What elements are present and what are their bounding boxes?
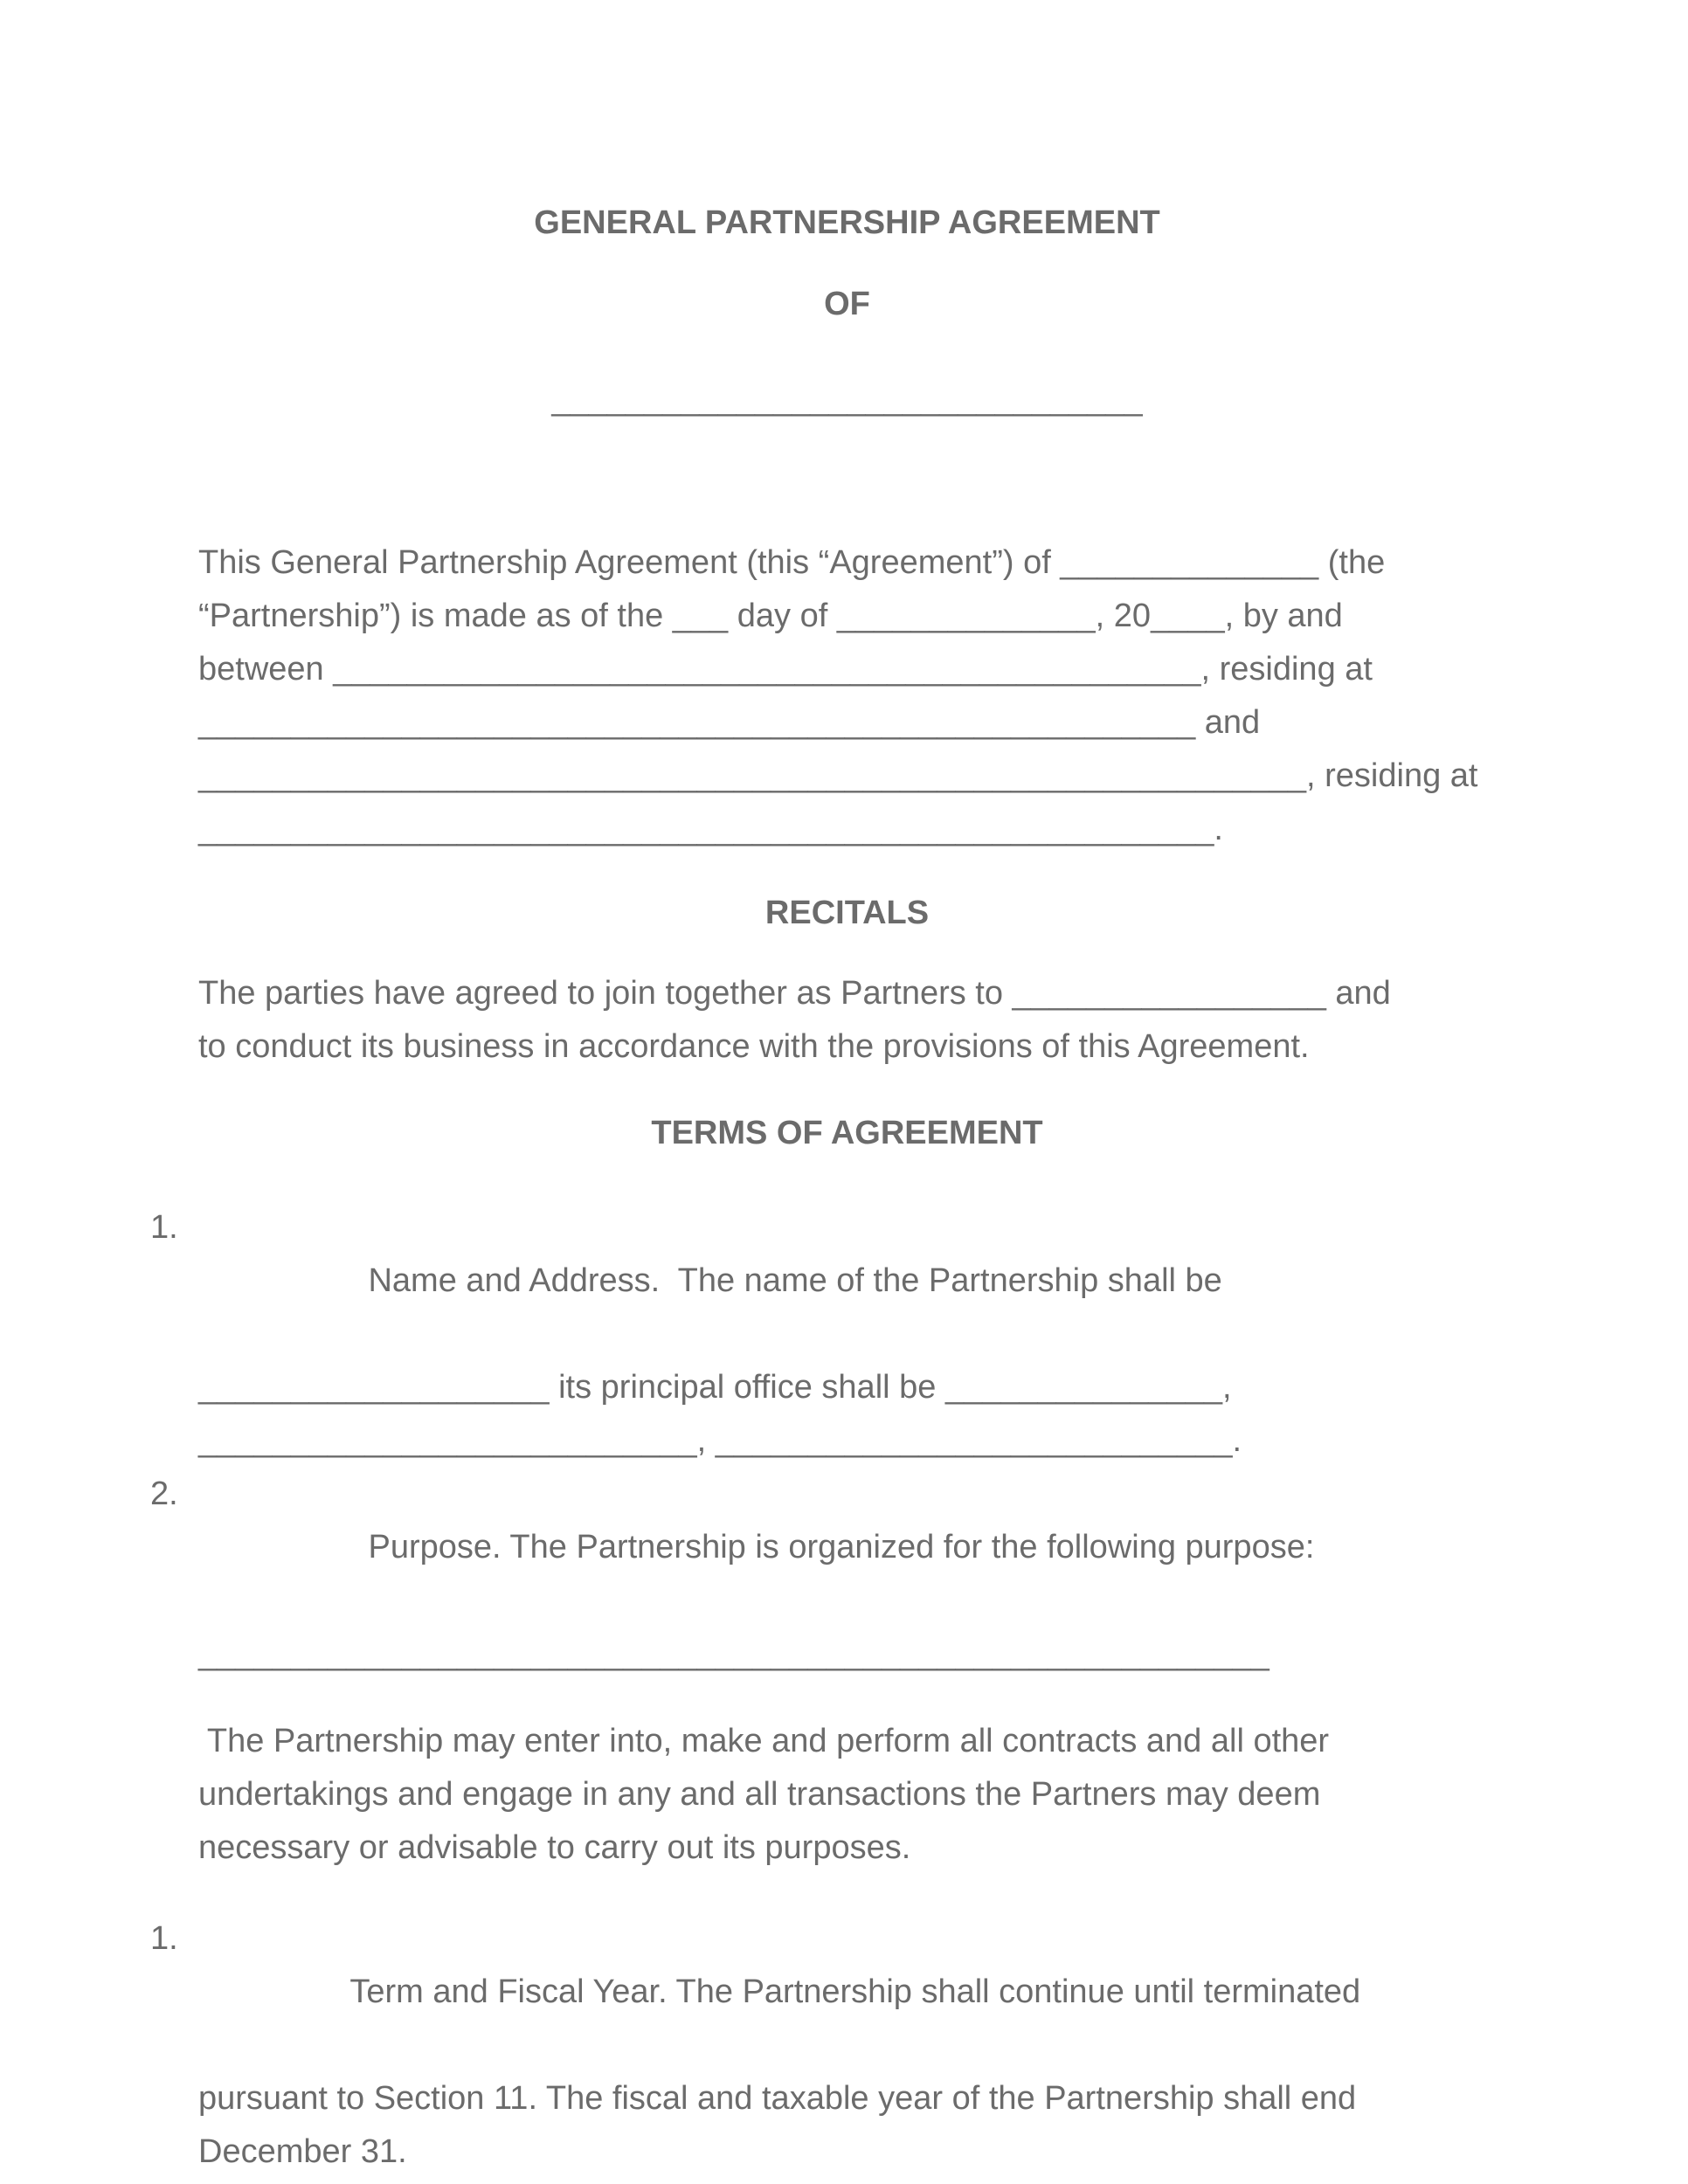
document-title: GENERAL PARTNERSHIP AGREEMENT	[534, 204, 1160, 241]
terms-list	[150, 1201, 1496, 1681]
item-continuation	[198, 2072, 1496, 2179]
list-item-purpose	[150, 1468, 1496, 1681]
list-item-first-line	[150, 1201, 1496, 1361]
intro-paragraph	[198, 536, 1496, 856]
text-line: pursuant to Section 11. The fiscal and taxable year of the Partnership shall end	[198, 2080, 1357, 2117]
item-continuation	[198, 1361, 1496, 1468]
text-line: The Partnership may enter into, make and perform all contracts and all other	[198, 1723, 1330, 1759]
text-line: December 31.	[198, 2133, 407, 2170]
text-line: The parties have agreed to join together as Partners to _________________ and	[198, 975, 1391, 1012]
list-item-first-line	[150, 1912, 1496, 2072]
text-line: This General Partnership Agreement (this “Agreement”) of ______________ (the	[198, 544, 1386, 581]
item-text: Name and Address. The name of the Partnership shall be	[368, 1262, 1222, 1299]
text-line: between _______________________________________________, residing at	[198, 651, 1373, 688]
purpose-description-paragraph	[198, 1715, 1496, 1875]
text-line: ______________________________________________________ and	[198, 704, 1261, 741]
text-line: “Partnership”) is made as of the ___ day of ______________, 20____, by and	[198, 598, 1343, 634]
text-line: __________________________________________________________	[198, 1635, 1269, 1672]
text-line: undertakings and engage in any and all transactions the Partners may deem	[198, 1776, 1321, 1813]
item-continuation	[198, 1628, 1496, 1681]
terms-of-agreement-heading: TERMS OF AGREEMENT	[651, 1115, 1043, 1151]
list-item-term-and-fiscal-year	[150, 1912, 1496, 2179]
item-text: Purpose. The Partnership is organized for the following purpose:	[368, 1529, 1315, 1565]
recitals-heading: RECITALS	[764, 895, 930, 931]
text-line: ___________________________, ____________________________.	[198, 1422, 1242, 1459]
partnership-name-blank-line: ________________________________	[551, 381, 1143, 418]
text-line: necessary or advisable to carry out its purposes.	[198, 1829, 911, 1866]
text-line: ___________________ its principal office shall be _______________,	[198, 1369, 1232, 1406]
item-number: 1.	[150, 1209, 178, 1246]
text-line: to conduct its business in accordance with the provisions of this Agreement.	[198, 1028, 1310, 1065]
item-number: 1.	[150, 1920, 178, 1957]
document-of-label: OF	[824, 286, 870, 322]
item-number: 2.	[150, 1476, 178, 1512]
list-item-first-line	[150, 1468, 1496, 1628]
item-text: Term and Fiscal Year. The Partnership shall continue until terminated	[349, 1973, 1361, 2010]
recitals-paragraph	[198, 967, 1496, 1074]
list-item-name-and-address	[150, 1201, 1496, 1468]
text-line: _______________________________________________________.	[198, 811, 1223, 847]
text-line: ____________________________________________________________, residing at	[198, 757, 1478, 794]
